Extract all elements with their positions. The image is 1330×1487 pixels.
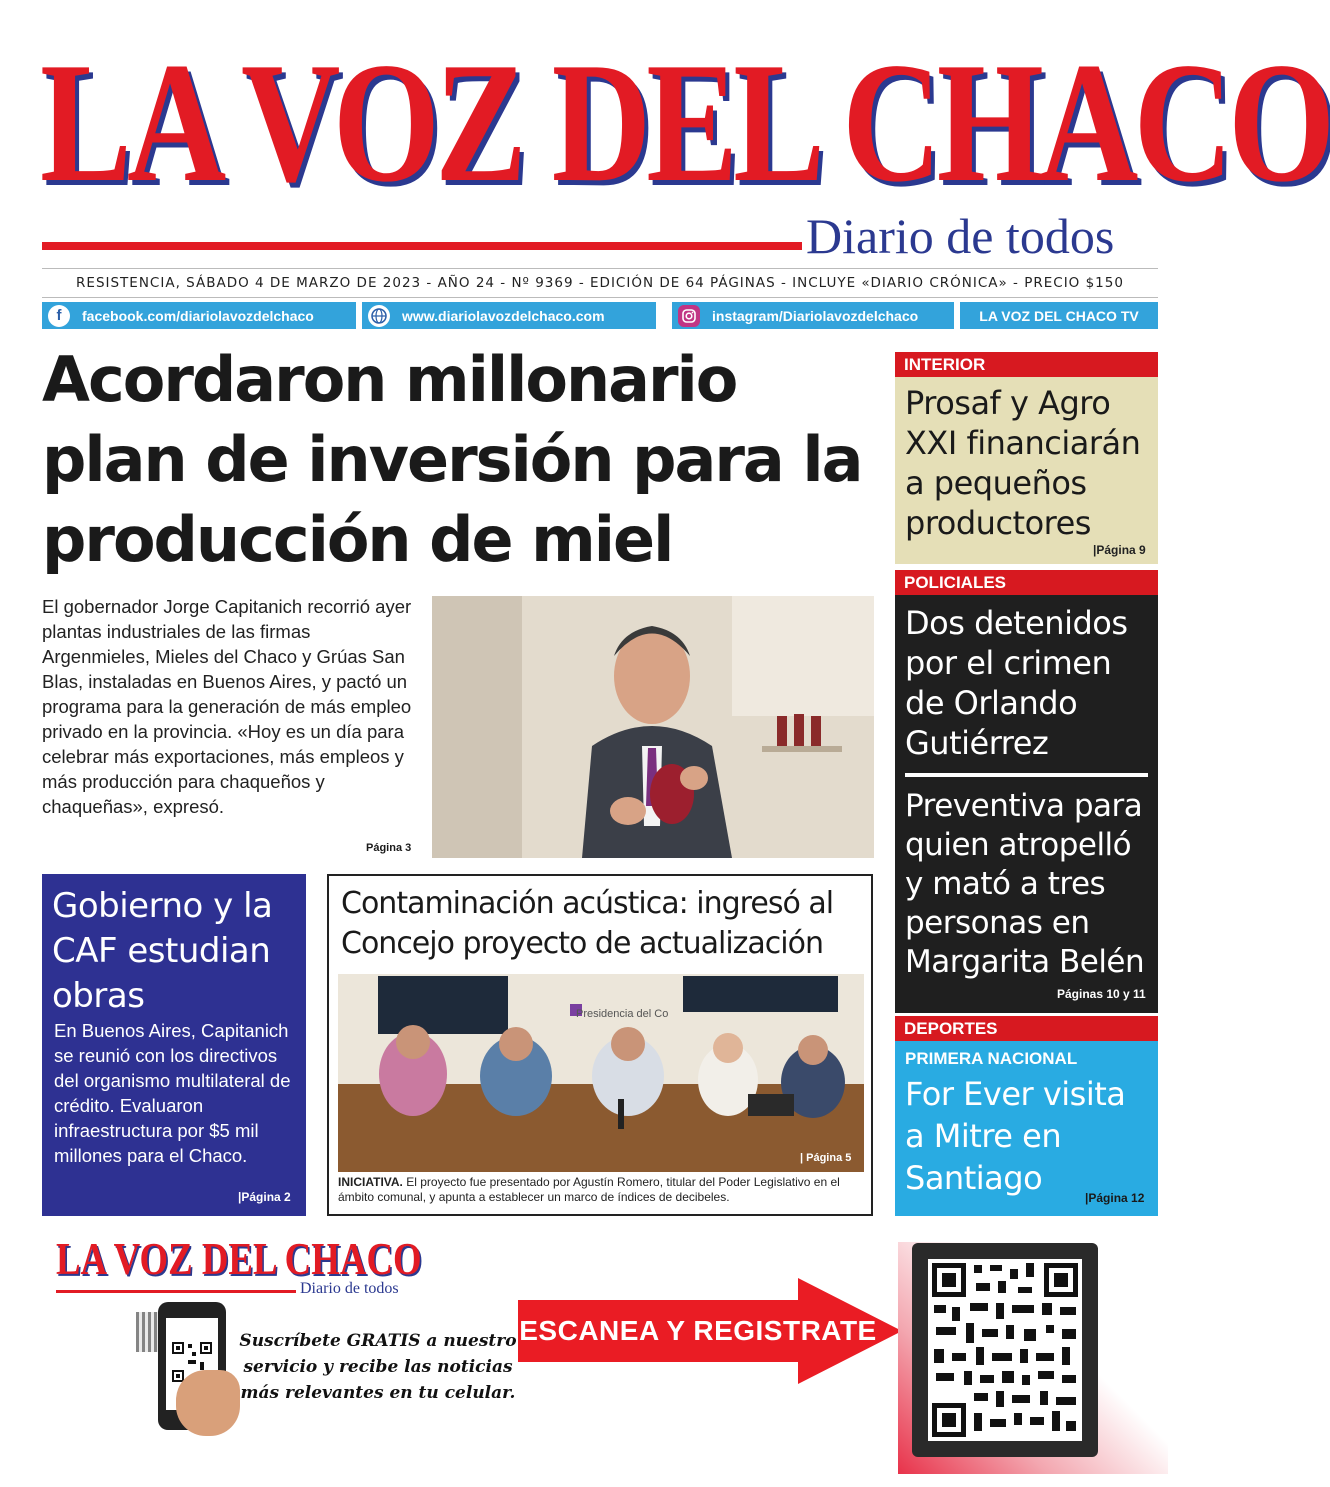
deportes-page-ref: |Página 12 xyxy=(1085,1191,1145,1205)
deportes-headline: For Ever visita a Mitre en Santiago xyxy=(905,1075,1126,1197)
tv-link[interactable] xyxy=(960,302,1158,329)
policiales-divider xyxy=(905,773,1148,777)
interior-story[interactable] xyxy=(895,377,1158,564)
main-story-body: El gobernador Jorge Capitanich recorrió ayer plantas industriales de las firmas Argenmieles, Mieles del Chaco y Grúas San Blas, instaladas en Buenos Aires, y pactó un programa para la generación de más empleo privado en la provincia. «Hoy es un día para celebrar más exportaciones, más empleos y más producción para chaqueños y chaqueñas», expresó. xyxy=(42,596,412,817)
noise-photo-sign: Presidencia del Co xyxy=(576,1008,669,1020)
hand-illustration xyxy=(176,1370,240,1436)
noise-caption-text: El proyecto fue presentado por Agustín Romero, titular del Poder Legislativo en el ámbito comunal, y apunta a establecer un marco de índices de decibeles. xyxy=(338,1175,840,1204)
noise-page-ref: | Página 5 xyxy=(800,1152,852,1164)
facebook-icon: f xyxy=(48,305,70,327)
scan-register-cta[interactable]: ESCANEA Y REGISTRATE xyxy=(519,1315,877,1346)
policiales-page-ref: Páginas 10 y 11 xyxy=(1057,987,1146,1001)
promo-logo: LA VOZ DEL CHACO xyxy=(56,1233,422,1284)
globe-icon xyxy=(368,305,390,327)
tv-label: LA VOZ DEL CHACO TV xyxy=(979,307,1139,324)
section-label-deportes: DEPORTES xyxy=(895,1016,1158,1041)
facebook-link[interactable] xyxy=(42,302,356,329)
instagram-icon xyxy=(678,305,700,327)
main-story-page-ref: Página 3 xyxy=(366,842,412,854)
noise-story[interactable] xyxy=(327,874,873,1216)
noise-caption-lead: INICIATIVA. xyxy=(338,1175,403,1189)
caf-story[interactable] xyxy=(42,874,306,1216)
policiales-stories[interactable] xyxy=(895,595,1158,1013)
qr-code[interactable] xyxy=(928,1259,1082,1441)
main-story-photo[interactable] xyxy=(432,596,874,858)
instagram-label: instagram/Diariolavozdelchaco xyxy=(712,307,919,324)
deportes-story[interactable] xyxy=(895,1041,1158,1216)
section-label-interior: INTERIOR xyxy=(895,352,1158,377)
caf-headline: Gobierno y la CAF estudian obras xyxy=(52,886,273,1016)
interior-headline: Prosaf y Agro XXI financiarán a pequeños productores xyxy=(905,384,1141,542)
section-label-policiales: POLICIALES xyxy=(895,570,1158,595)
interior-page-ref: |Página 9 xyxy=(1093,543,1146,557)
main-headline[interactable]: Acordaron millonario plan de inversión para la producción de miel xyxy=(42,343,862,576)
dateline: RESISTENCIA, SÁBADO 4 DE MARZO DE 2023 - AÑO 24 - Nº 9369 - EDICIÓN DE 64 PÁGINAS - INCLUYE «DIARIO CRÓNICA» - PRECIO $150 xyxy=(42,268,1158,298)
facebook-label: facebook.com/diariolavozdelchaco xyxy=(82,307,314,324)
masthead-tagline: Diario de todos xyxy=(806,208,1115,264)
instagram-link[interactable] xyxy=(672,302,954,329)
masthead-title: LA VOZ DEL CHACO xyxy=(40,28,1330,218)
policiales-headline-1: Dos detenidos por el crimen de Orlando Gutiérrez xyxy=(905,604,1128,762)
promo-text: Suscríbete GRATIS a nuestro servicio y recibe las noticias más relevantes en tu celular. xyxy=(239,1331,517,1403)
caf-page-ref: |Página 2 xyxy=(238,1190,291,1204)
noise-story-photo[interactable] xyxy=(338,974,864,1172)
website-label: www.diariolavozdelchaco.com xyxy=(402,307,605,324)
caf-body: En Buenos Aires, Capitanich se reunió con los directivos del organismo multilateral de crédito. Evaluaron infraestructura por $5 mil millones para el Chaco. xyxy=(54,1020,291,1166)
policiales-headline-2: Preventiva para quien atropelló y mató a tres personas en Margarita Belén xyxy=(905,788,1145,980)
promo-logo-rule xyxy=(56,1290,296,1293)
promo-logo-tagline: Diario de todos xyxy=(300,1280,399,1297)
deportes-kicker: PRIMERA NACIONAL xyxy=(905,1049,1078,1068)
noise-headline: Contaminación acústica: ingresó al Concejo proyecto de actualización xyxy=(341,886,834,961)
noise-caption xyxy=(338,1175,864,1205)
masthead-rule xyxy=(42,242,802,250)
website-link[interactable] xyxy=(362,302,656,329)
